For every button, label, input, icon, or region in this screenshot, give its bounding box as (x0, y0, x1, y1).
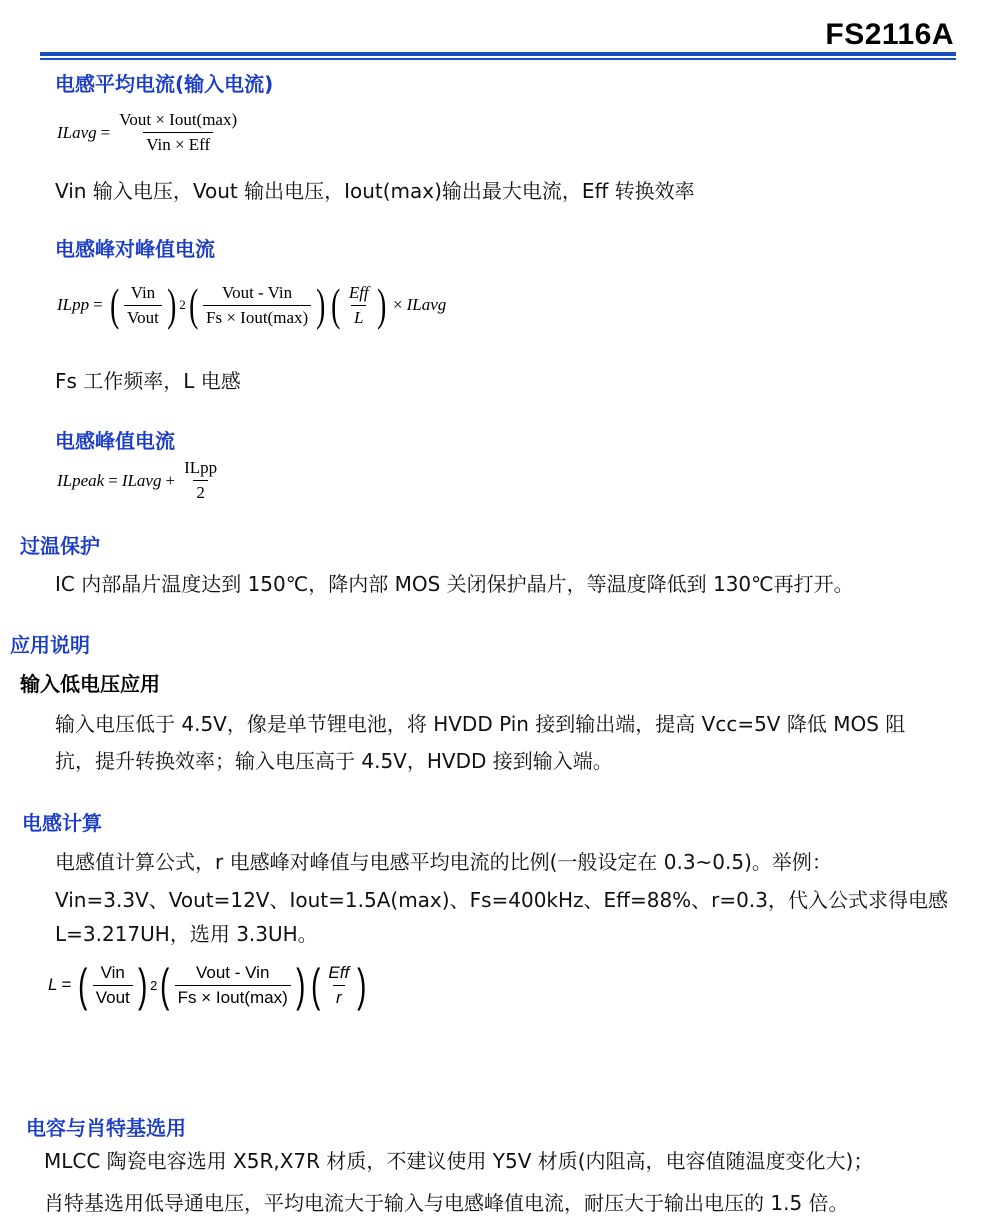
left-paren: ( (160, 959, 170, 1011)
right-paren: ) (137, 959, 148, 1011)
formula-lhs: L (48, 975, 58, 994)
app-title: 应用说明 (10, 633, 90, 657)
fraction-numerator: Vout - Vin (222, 282, 293, 302)
formula-fraction (181, 458, 220, 503)
cap-diode-line-1: MLCC 陶瓷电容选用 X5R,X7R 材质，不建议使用 Y5V 材质(内阻高，电容值随温度变化大)； (44, 1149, 874, 1173)
formula-lhs: ILpp (57, 295, 90, 314)
formula-exponent: 2 (179, 297, 186, 312)
fraction-numerator: Vout - Vin (196, 962, 270, 982)
document-id: FS2116A (825, 18, 954, 51)
otp-title: 过温保护 (20, 534, 100, 558)
fraction-numerator: Eff (328, 962, 350, 982)
fraction-denominator: r (333, 985, 345, 1008)
fraction-denominator: L (351, 305, 366, 328)
formula-fraction-1 (124, 283, 162, 328)
left-paren: ( (109, 279, 119, 330)
left-paren: ( (311, 959, 321, 1011)
fraction-numerator: Vin (100, 962, 125, 982)
fraction-denominator: 2 (193, 480, 208, 503)
avg-current-formula (57, 110, 242, 155)
cap-diode-title: 电容与肖特基选用 (26, 1116, 186, 1140)
inductor-formula (48, 959, 370, 1011)
formula-fraction-2 (175, 963, 291, 1008)
right-paren: ) (166, 279, 177, 330)
fraction-numerator: ILpp (184, 458, 218, 477)
inductor-calc-line-3: L=3.217UH，选用 3.3UH。 (55, 922, 318, 946)
formula-fraction-1 (93, 963, 133, 1008)
formula-exponent: 2 (150, 977, 158, 993)
low-vin-line-1: 输入电压低于 4.5V，像是单节锂电池，将 HVDD Pin 接到输出端，提高 Vcc=5V 降低 MOS 阻 (55, 712, 906, 736)
formula-fraction (116, 110, 240, 155)
formula-fraction-2 (203, 283, 311, 328)
header-rule-thick (40, 52, 956, 56)
left-paren: ( (331, 279, 341, 330)
fraction-denominator: Vout (93, 985, 133, 1008)
fraction-numerator: Vin (130, 282, 156, 302)
low-vin-title: 输入低电压应用 (20, 672, 160, 696)
formula-times: × (392, 295, 403, 314)
formula-eq: = (108, 470, 118, 490)
pp-current-desc: Fs 工作频率，L 电感 (55, 369, 241, 393)
right-paren: ) (316, 279, 326, 330)
formula-fraction-3 (346, 283, 372, 328)
cap-diode-line-2: 肖特基选用低导通电压，平均电流大于输入与电感峰值电流，耐压大于输出电压的 1.5 倍。 (44, 1191, 849, 1215)
fraction-denominator: Fs × Iout(max) (175, 985, 291, 1008)
left-paren: ( (188, 279, 198, 330)
formula-eq: = (100, 122, 111, 142)
formula-term: ILavg (121, 470, 162, 490)
pp-current-title: 电感峰对峰值电流 (55, 237, 215, 261)
fraction-numerator: Eff (348, 282, 369, 302)
avg-current-title: 电感平均电流(输入电流) (55, 72, 274, 96)
right-paren: ) (295, 959, 305, 1011)
formula-fraction-3 (325, 963, 352, 1008)
fraction-numerator: Vout × Iout(max) (119, 110, 238, 129)
pp-current-formula (57, 279, 447, 330)
header-rule-thin (40, 58, 956, 60)
fraction-denominator: Vout (124, 305, 162, 328)
formula-eq: = (61, 975, 72, 994)
formula-tail: ILavg (406, 295, 447, 314)
fraction-denominator: Fs × Iout(max) (203, 305, 311, 328)
formula-lhs: ILavg (57, 122, 97, 142)
inductor-calc-line-2: Vin=3.3V、Vout=12V、Iout=1.5A(max)、Fs=400kHz、Eff=88%、r=0.3，代入公式求得电感 (55, 888, 948, 912)
right-paren: ) (376, 279, 386, 330)
formula-plus: + (165, 470, 176, 490)
formula-eq: = (93, 295, 103, 314)
formula-lhs: ILpeak (57, 470, 105, 490)
peak-current-formula (57, 458, 222, 503)
avg-current-desc: Vin 输入电压，Vout 输出电压，Iout(max)输出最大电流，Eff 转换效率 (55, 179, 695, 203)
fraction-denominator: Vin × Eff (143, 132, 213, 155)
inductor-calc-title: 电感计算 (22, 811, 102, 835)
inductor-calc-line-1: 电感值计算公式，r 电感峰对峰值与电感平均电流的比例(一般设定在 0.3~0.5)。举例： (55, 850, 832, 874)
peak-current-title: 电感峰值电流 (55, 429, 175, 453)
low-vin-line-2: 抗，提升转换效率；输入电压高于 4.5V，HVDD 接到输入端。 (55, 749, 613, 773)
right-paren: ) (357, 959, 367, 1011)
left-paren: ( (78, 959, 88, 1011)
otp-body: IC 内部晶片温度达到 150℃，降内部 MOS 关闭保护晶片，等温度降低到 130℃再打开。 (55, 572, 854, 596)
